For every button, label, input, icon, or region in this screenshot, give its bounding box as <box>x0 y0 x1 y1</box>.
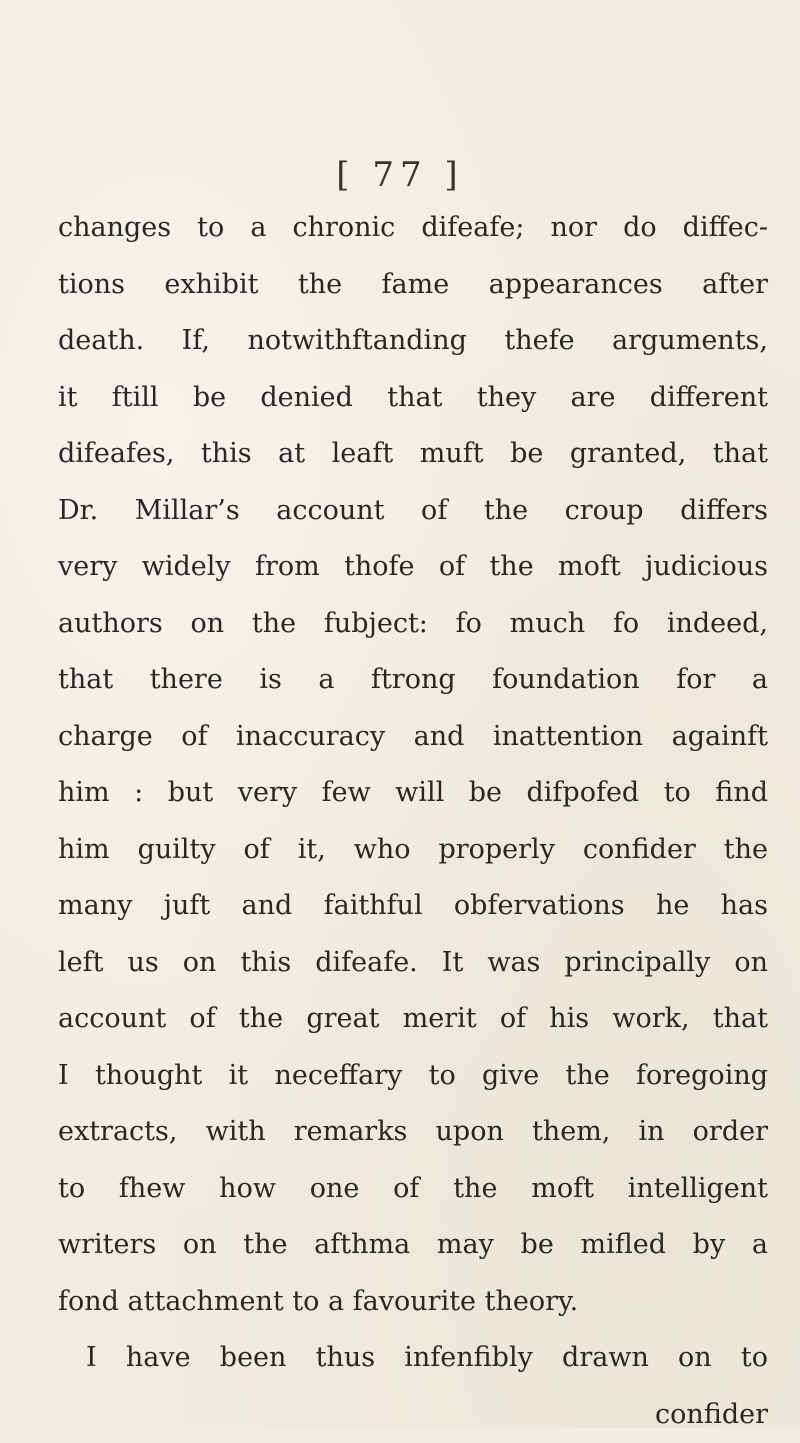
text-line: tions exhibit the fame appearances after <box>58 257 768 314</box>
text-line: him : but very few will be difpofed to find <box>58 765 768 822</box>
page-number: [ 77 ] <box>0 155 800 195</box>
text-line: death. If, notwithftanding thefe arguments, <box>58 313 768 370</box>
text-line: account of the great merit of his work, that <box>58 991 768 1048</box>
catchword: confider <box>58 1387 768 1443</box>
text-line: it ftill be denied that they are different <box>58 370 768 427</box>
text-line: extracts, with remarks upon them, in order <box>58 1104 768 1161</box>
text-line: charge of inaccuracy and inattention againft <box>58 709 768 766</box>
text-line: authors on the fubject: fo much fo indeed, <box>58 596 768 653</box>
text-line: difeafes, this at leaft muft be granted, that <box>58 426 768 483</box>
text-line: writers on the afthma may be mifled by a <box>58 1217 768 1274</box>
text-line: changes to a chronic difeafe; nor do diffec- <box>58 200 768 257</box>
text-line: to fhew how one of the moft intelligent <box>58 1161 768 1218</box>
text-line: left us on this difeafe. It was principally on <box>58 935 768 992</box>
text-line: Dr. Millar’s account of the croup differs <box>58 483 768 540</box>
paragraph-start-line: I have been thus infenfibly drawn on to <box>58 1330 768 1387</box>
paragraph-end-line: fond attachment to a favourite theory. <box>58 1274 768 1331</box>
body-text <box>58 200 768 1443</box>
text-line: him guilty of it, who properly confider the <box>58 822 768 879</box>
text-line: many juft and faithful obfervations he has <box>58 878 768 935</box>
text-line: very widely from thofe of the moft judicious <box>58 539 768 596</box>
text-line: that there is a ftrong foundation for a <box>58 652 768 709</box>
text-line: I thought it neceffary to give the foregoing <box>58 1048 768 1105</box>
